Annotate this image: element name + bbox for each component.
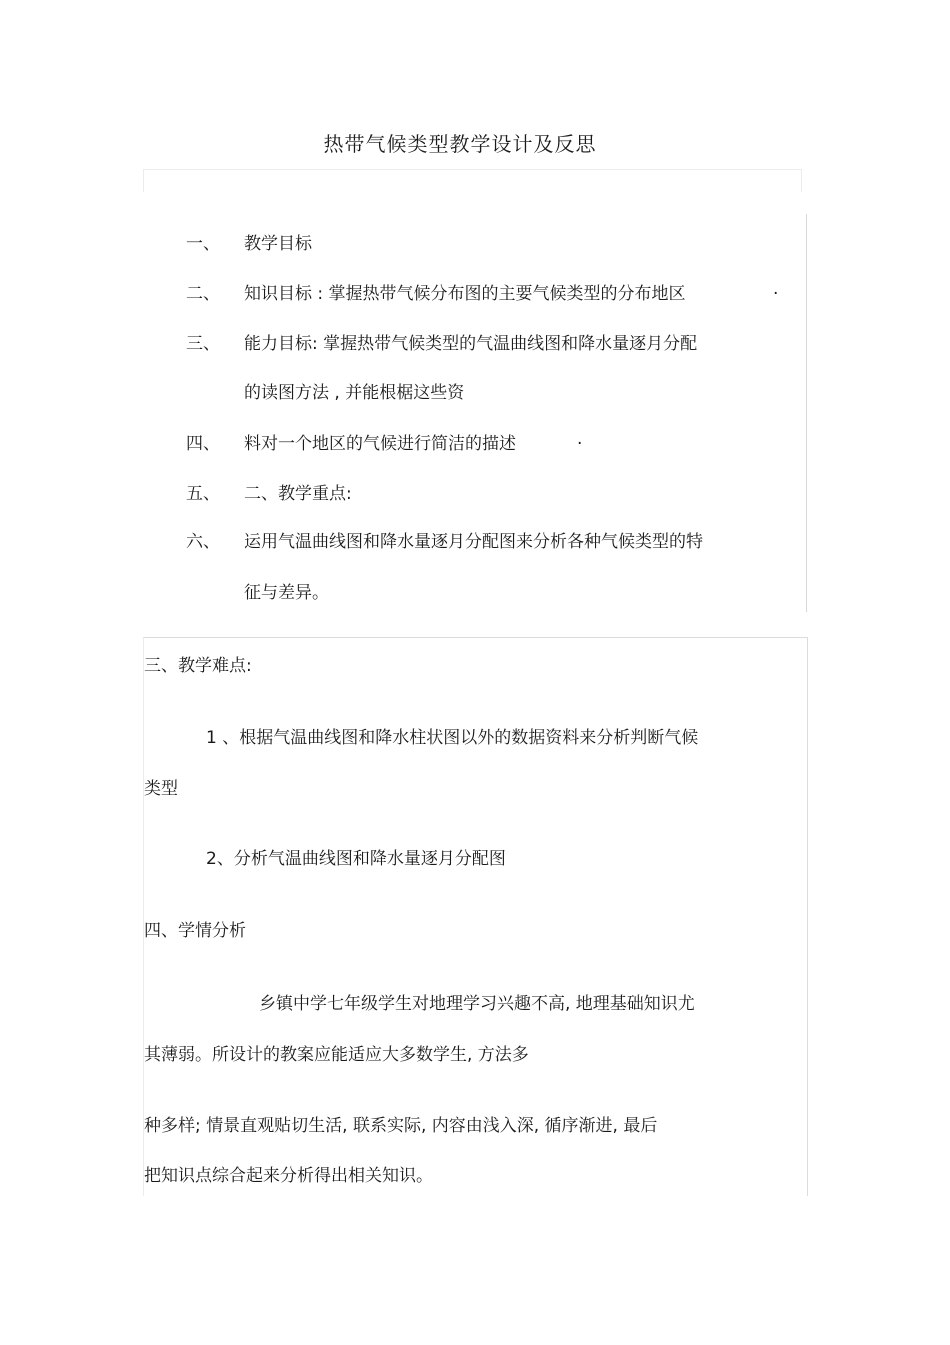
list-number: 五、 — [186, 484, 220, 504]
section-heading: 三、教学难点: — [144, 656, 252, 676]
list-item-text: 教学目标 — [244, 234, 312, 254]
list-item-text: 知识目标 : 掌握热带气候分布图的主要气候类型的分布地区 — [244, 284, 686, 304]
paragraph-line: 类型 — [144, 779, 178, 799]
document-title: 热带气候类型教学设计及反思 — [323, 132, 597, 156]
trailing-period: . — [577, 429, 583, 449]
paragraph-line: 把知识点综合起来分析得出相关知识。 — [144, 1166, 433, 1186]
list-item-text: 能力目标: 掌握热带气候类型的气温曲线图和降水量逐月分配 — [244, 334, 698, 354]
paragraph-line: 种多样; 情景直观贴切生活, 联系实际, 内容由浅入深, 循序渐进, 最后 — [144, 1116, 658, 1136]
section-heading: 四、学情分析 — [144, 921, 246, 941]
paragraph-line: 2、分析气温曲线图和降水量逐月分配图 — [206, 849, 506, 869]
list-number: 一、 — [186, 234, 220, 254]
frame-right-line — [806, 214, 807, 612]
paragraph-line: 乡镇中学七年级学生对地理学习兴趣不高, 地理基础知识尤 — [259, 994, 695, 1014]
list-number: 三、 — [186, 334, 220, 354]
header-frame — [143, 169, 802, 192]
list-number: 四、 — [186, 434, 220, 454]
list-item-text: 二、教学重点: — [244, 484, 352, 504]
list-item-text: 运用气温曲线图和降水量逐月分配图来分析各种气候类型的特 — [244, 532, 703, 552]
list-item-continuation: 的读图方法 , 并能根椐这些资 — [244, 383, 465, 403]
paragraph-line: 1 、根据气温曲线图和降水柱状图以外的数据资料来分析判断气候 — [206, 728, 699, 748]
trailing-period: . — [773, 279, 779, 299]
list-item-continuation: 征与差异。 — [244, 583, 329, 603]
list-number: 六、 — [186, 532, 220, 552]
list-item-text: 料对一个地区的气候进行简洁的描述 — [244, 434, 516, 454]
paragraph-line: 其薄弱。所设计的教案应能适应大多数学生, 方法多 — [144, 1045, 529, 1065]
list-number: 二、 — [186, 284, 220, 304]
